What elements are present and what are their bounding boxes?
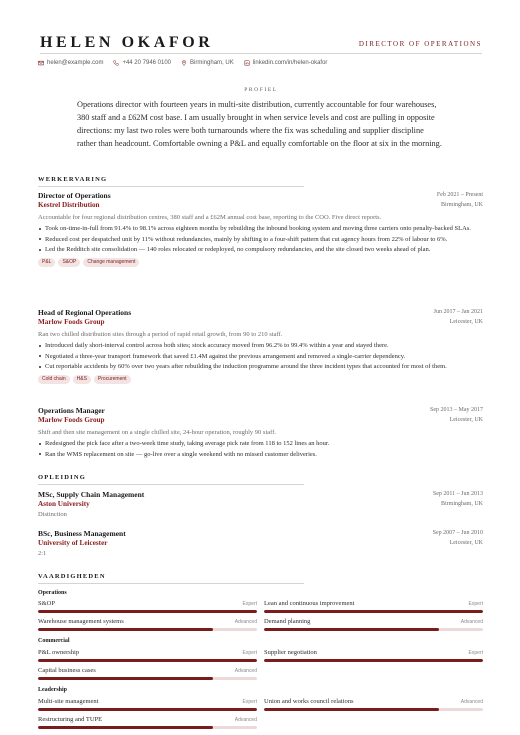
list-item: Reduced cost per despatched unit by 11% without redundancies, mainly by shifting to a four-shift pattern that cut agency hours from 22% of labour to 6%. bbox=[38, 235, 483, 245]
profile-heading: PROFIEL bbox=[244, 87, 278, 93]
skills-divider bbox=[38, 583, 304, 584]
skill-group-label: Operations bbox=[38, 590, 67, 596]
job-title: DIRECTOR OF OPERATIONS bbox=[358, 40, 482, 48]
resume-header bbox=[40, 34, 482, 54]
education-entry bbox=[38, 529, 483, 557]
skill-bar-fill bbox=[38, 708, 257, 711]
school: Aston University bbox=[38, 500, 90, 508]
skill-tag: S&OP bbox=[58, 258, 80, 267]
skill-tag: H&S bbox=[73, 375, 91, 384]
skill-name: Multi-site management bbox=[38, 698, 99, 705]
skill-bar bbox=[38, 677, 257, 680]
job-company: Kestrel Distribution bbox=[38, 201, 100, 209]
contact-email[interactable] bbox=[38, 60, 103, 66]
degree: MSc, Supply Chain Management bbox=[38, 490, 145, 499]
location-text: Birmingham, UK bbox=[190, 60, 234, 66]
job-summary: Shift and then site management on a single chilled site, 24-hour operation, roughly 90 staff. bbox=[38, 429, 276, 436]
contact-location bbox=[181, 60, 234, 66]
skill-bar-fill bbox=[264, 659, 483, 662]
skill-tag: P&L bbox=[38, 258, 55, 267]
experience-heading: WERKERVARING bbox=[38, 176, 108, 183]
edu-location: Leicester, UK bbox=[449, 540, 483, 546]
skill-level: Expert bbox=[242, 601, 257, 607]
list-item: Took on-time-in-full from 91.4% to 98.1% across eighteen months by rebuilding the inbound booking system and moving three carriers onto penalty-backed SLAs. bbox=[38, 224, 483, 234]
skill-name: Restructuring and TUPE bbox=[38, 716, 103, 723]
skill-level: Advanced bbox=[460, 699, 483, 705]
skill-bar bbox=[264, 708, 483, 711]
phone-icon bbox=[113, 60, 119, 66]
job-role: Operations Manager bbox=[38, 406, 105, 415]
education-divider bbox=[38, 484, 304, 485]
contact-linkedin[interactable] bbox=[244, 60, 328, 66]
mail-icon bbox=[38, 60, 44, 66]
skill-bar-fill bbox=[264, 610, 483, 613]
skill-level: Advanced bbox=[460, 619, 483, 625]
job-dates: Sep 2013 – May 2017 bbox=[430, 407, 483, 413]
edu-dates: Sep 2007 – Jun 2010 bbox=[432, 530, 483, 536]
job-entry bbox=[38, 191, 483, 267]
job-company: Marlow Foods Group bbox=[38, 318, 105, 326]
skill-name: Union and works council relations bbox=[264, 698, 354, 705]
job-location: Birmingham, UK bbox=[441, 202, 483, 208]
contact-phone[interactable] bbox=[113, 60, 171, 66]
job-bullets bbox=[38, 439, 483, 459]
job-role: Head of Regional Operations bbox=[38, 308, 132, 317]
edu-note: 2:1 bbox=[38, 550, 47, 557]
job-dates: Jun 2017 – Jan 2021 bbox=[433, 309, 483, 315]
job-entry bbox=[38, 406, 483, 460]
skill-bar bbox=[38, 628, 257, 631]
skill-bar-fill bbox=[38, 659, 257, 662]
skill-bar-fill bbox=[264, 628, 439, 631]
list-item: Led the Redditch site consolidation — 140 roles relocated or redeployed, no compulsory redundancies, and the site closed two weeks ahead of plan. bbox=[38, 245, 483, 255]
job-summary: Accountable for four regional distribution centres, 380 staff and a £62M annual cost base, reporting to the COO. Five direct reports. bbox=[38, 214, 382, 221]
candidate-name: HELEN OKAFOR bbox=[40, 34, 214, 51]
skill-bar bbox=[38, 726, 257, 729]
phone-text: +44 20 7946 0100 bbox=[122, 60, 172, 66]
job-tags bbox=[38, 375, 483, 384]
skill-level: Advanced bbox=[234, 619, 257, 625]
skill-bar bbox=[38, 610, 257, 613]
list-item: Cut reportable accidents by 60% over two years after rebuilding the induction programme around the three incident types that accounted for most of them. bbox=[38, 362, 483, 372]
skill-level: Expert bbox=[242, 699, 257, 705]
skill-tag: Cold chain bbox=[38, 375, 70, 384]
skill-tag: Procurement bbox=[94, 375, 131, 384]
list-item: Ran the WMS replacement on site — go-live over a single weekend with no missed customer deliveries. bbox=[38, 450, 483, 460]
job-summary: Ran two chilled distribution sites through a period of rapid retail growth, from 90 to 210 staff. bbox=[38, 331, 283, 338]
skill-bar-fill bbox=[264, 708, 439, 711]
job-role: Director of Operations bbox=[38, 191, 111, 200]
experience-divider bbox=[38, 186, 304, 187]
skill-bar-fill bbox=[38, 610, 257, 613]
map-pin-icon bbox=[181, 60, 187, 66]
skill-bar-fill bbox=[38, 628, 213, 631]
skills-heading: VAARDIGHEDEN bbox=[38, 573, 106, 580]
skill-bar bbox=[38, 659, 257, 662]
skill-name: P&L ownership bbox=[38, 649, 80, 656]
skill-name: Capital business cases bbox=[38, 667, 96, 674]
skill-bar-fill bbox=[38, 677, 213, 680]
profile-summary: Operations director with fourteen years in multi-site distribution, currently accountable for four warehouses, 380 staff and a £62M cost base. I am usually brought in when service levels and cost are pulling in opposite directions: my last two roles were both turnarounds where the fix was scheduling and supplier discipline rather than headcount. Comfortable owning a P&L and equally comfortable on the floor at six in the morning. bbox=[77, 100, 442, 148]
job-entry bbox=[38, 308, 483, 384]
header-divider bbox=[40, 53, 482, 54]
skill-level: Advanced bbox=[234, 668, 257, 674]
job-location: Leicester, UK bbox=[449, 417, 483, 423]
job-tags bbox=[38, 258, 483, 267]
email-text: helen@example.com bbox=[47, 60, 104, 66]
skill-name: Supplier negotiation bbox=[264, 649, 317, 656]
education-entry bbox=[38, 490, 483, 518]
contact-bar bbox=[38, 58, 327, 68]
skill-bar bbox=[38, 708, 257, 711]
skill-name: Demand planning bbox=[264, 618, 311, 625]
skill-group-label: Commercial bbox=[38, 638, 70, 644]
job-company: Marlow Foods Group bbox=[38, 416, 105, 424]
skill-group-label: Leadership bbox=[38, 687, 68, 693]
job-dates: Feb 2021 – Present bbox=[436, 192, 483, 198]
degree: BSc, Business Management bbox=[38, 529, 126, 538]
linkedin-icon bbox=[244, 60, 250, 66]
job-bullets bbox=[38, 341, 483, 372]
education-heading: OPLEIDING bbox=[38, 474, 87, 481]
linkedin-text: linkedin.com/in/helen-okafor bbox=[252, 60, 328, 66]
list-item: Negotiated a three-year transport framework that saved £1.4M against the previous arrangement and removed a single-carrier dependency. bbox=[38, 352, 483, 362]
list-item: Redesigned the pick face after a two-week time study, taking average pick rate from 118 to 152 lines an hour. bbox=[38, 439, 483, 449]
skill-bar bbox=[264, 628, 483, 631]
skill-bar bbox=[264, 659, 483, 662]
skill-level: Expert bbox=[242, 650, 257, 656]
skill-name: S&OP bbox=[38, 600, 55, 607]
skill-tag: Change management bbox=[83, 258, 139, 267]
job-bullets bbox=[38, 224, 483, 255]
skill-level: Expert bbox=[468, 601, 483, 607]
skill-name: Lean and continuous improvement bbox=[264, 600, 355, 607]
job-location: Leicester, UK bbox=[449, 319, 483, 325]
skill-bar bbox=[264, 610, 483, 613]
edu-dates: Sep 2011 – Jun 2013 bbox=[432, 491, 483, 497]
skill-level: Advanced bbox=[234, 717, 257, 723]
edu-location: Birmingham, UK bbox=[441, 501, 483, 507]
edu-note: Distinction bbox=[38, 511, 67, 518]
skill-level: Expert bbox=[468, 650, 483, 656]
list-item: Introduced daily short-interval control across both sites; stock accuracy moved from 96.2% to 99.4% within a year and stayed there. bbox=[38, 341, 483, 351]
skill-name: Warehouse management systems bbox=[38, 618, 124, 625]
skill-bar-fill bbox=[38, 726, 213, 729]
school: University of Leicester bbox=[38, 539, 108, 547]
